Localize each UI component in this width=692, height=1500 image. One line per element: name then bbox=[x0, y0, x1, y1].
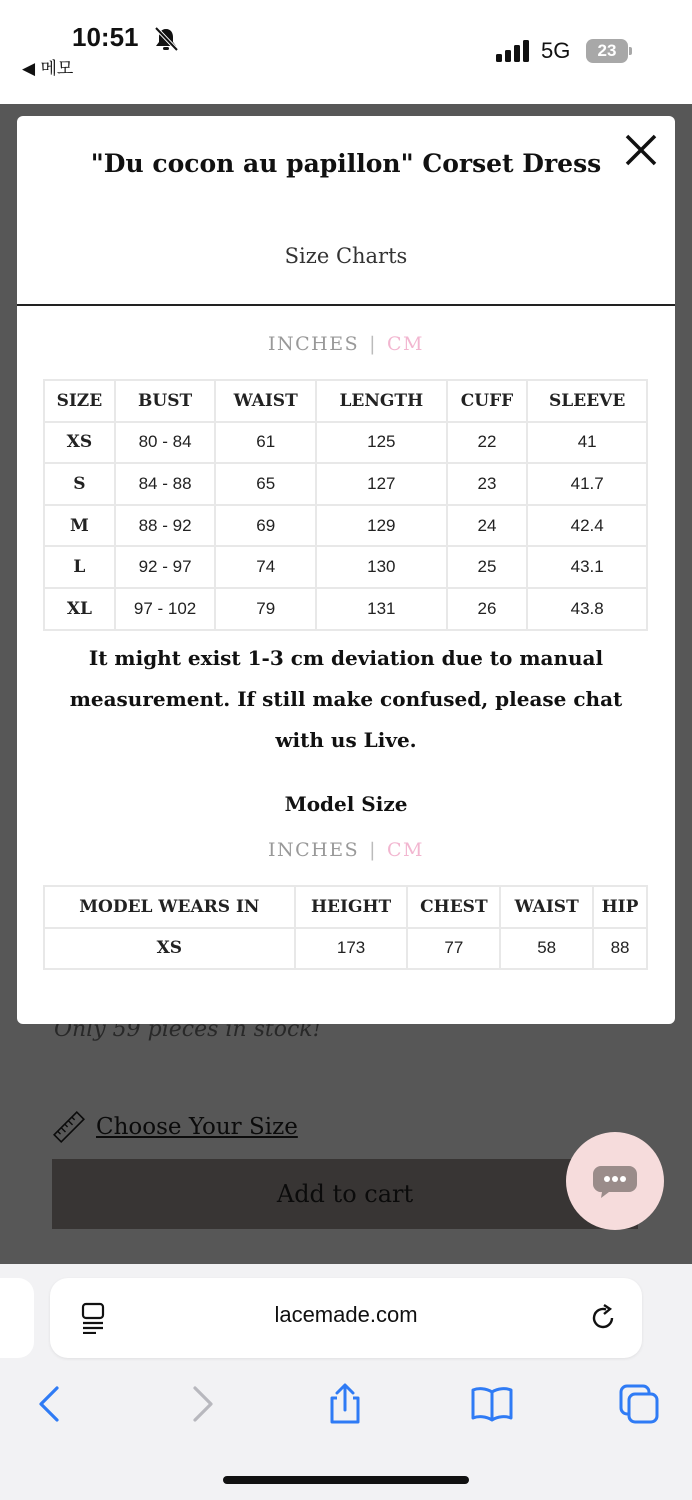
tabs-icon[interactable] bbox=[617, 1382, 661, 1426]
table-row: XS 173 77 58 88 bbox=[44, 928, 647, 970]
divider bbox=[17, 304, 675, 306]
unit-toggle: INCHES | CM bbox=[267, 333, 425, 355]
header-cell: MODEL WEARS IN bbox=[44, 886, 295, 928]
model-size-table bbox=[43, 885, 648, 970]
model-size-heading: Model Size bbox=[284, 792, 408, 816]
status-bar bbox=[0, 0, 692, 104]
table-row: XL 97 - 102 79 131 26 43.8 bbox=[44, 588, 647, 630]
header-cell: SIZE bbox=[44, 380, 115, 422]
share-icon[interactable] bbox=[323, 1382, 367, 1426]
header-cell: HIP bbox=[593, 886, 647, 928]
table-row: S 84 - 88 65 127 23 41.7 bbox=[44, 463, 647, 505]
unit-cm-tab[interactable]: CM bbox=[387, 333, 425, 355]
previous-tab-peek[interactable] bbox=[0, 1278, 34, 1358]
unit-inches-tab[interactable]: INCHES bbox=[267, 839, 360, 861]
forward-icon[interactable] bbox=[179, 1382, 223, 1426]
table-header-row bbox=[44, 886, 647, 928]
reload-icon[interactable] bbox=[590, 1304, 618, 1332]
bell-muted-icon bbox=[152, 26, 180, 52]
back-icon[interactable] bbox=[29, 1382, 73, 1426]
header-cell: WAIST bbox=[215, 380, 316, 422]
unit-cm-tab[interactable]: CM bbox=[387, 839, 425, 861]
model-unit-toggle: INCHES | CM bbox=[267, 839, 425, 861]
battery-icon bbox=[586, 39, 632, 63]
table-row: M 88 - 92 69 129 24 42.4 bbox=[44, 505, 647, 547]
address-bar[interactable] bbox=[50, 1278, 642, 1358]
clock: 10:51 bbox=[72, 22, 139, 52]
table-row: XS 80 - 84 61 125 22 41 bbox=[44, 422, 647, 464]
back-to-app-link[interactable]: ◀ 메모 bbox=[22, 59, 74, 79]
close-icon[interactable] bbox=[623, 132, 659, 168]
size-table bbox=[43, 379, 648, 631]
table-row: L 92 - 97 74 130 25 43.1 bbox=[44, 546, 647, 588]
deviation-note: It might exist 1-3 cm deviation due to manual measurement. If still make confused, please chat with us Live. bbox=[69, 646, 623, 752]
url-text: lacemade.com bbox=[274, 1302, 418, 1327]
modal-subtitle: Size Charts bbox=[284, 244, 408, 268]
home-indicator bbox=[223, 1476, 469, 1484]
network-label: 5G bbox=[541, 38, 571, 63]
header-cell: LENGTH bbox=[316, 380, 447, 422]
modal-title: "Du cocon au papillon" Corset Dress bbox=[90, 149, 602, 178]
browser-toolbar bbox=[0, 1264, 692, 1500]
header-cell: HEIGHT bbox=[295, 886, 408, 928]
header-cell: BUST bbox=[115, 380, 216, 422]
unit-inches-tab[interactable]: INCHES bbox=[267, 333, 360, 355]
battery-level: 23 bbox=[586, 39, 628, 63]
table-header-row bbox=[44, 380, 647, 422]
live-chat-button[interactable] bbox=[566, 1132, 664, 1230]
header-cell: WAIST bbox=[500, 886, 593, 928]
header-cell: SLEEVE bbox=[527, 380, 647, 422]
size-chart-modal bbox=[17, 116, 675, 1024]
bookmarks-icon[interactable] bbox=[470, 1382, 514, 1426]
header-cell: CUFF bbox=[447, 380, 528, 422]
header-cell: CHEST bbox=[407, 886, 500, 928]
signal-icon bbox=[496, 40, 532, 62]
chat-bubble-icon bbox=[591, 1164, 639, 1200]
